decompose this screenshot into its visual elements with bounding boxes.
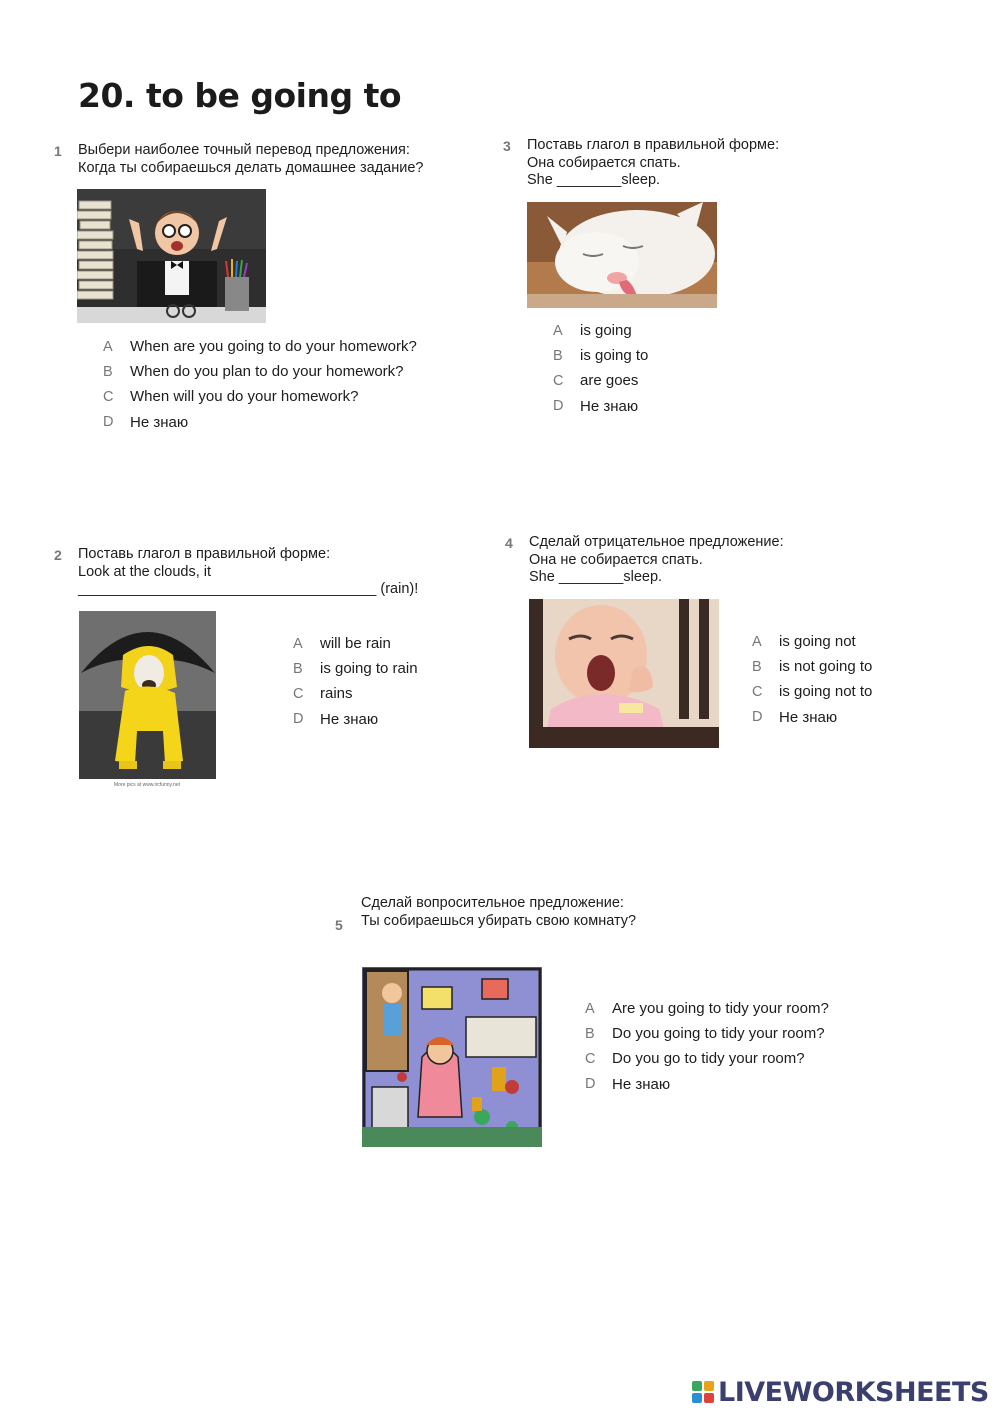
logo-square xyxy=(704,1381,714,1391)
option-text: is going to xyxy=(580,347,649,365)
boy-with-books-image xyxy=(77,189,266,323)
option-text: rains xyxy=(320,685,353,703)
option-letter: D xyxy=(103,414,114,431)
option-a[interactable] xyxy=(293,631,418,656)
option-letter: A xyxy=(553,322,563,339)
question-3-options xyxy=(553,318,648,419)
option-text: is not going to xyxy=(779,658,873,676)
option-text: is going not to xyxy=(779,683,873,701)
image-caption: More pics at www.ircfunny.net xyxy=(113,782,181,788)
option-a[interactable] xyxy=(585,996,829,1021)
option-b[interactable] xyxy=(553,343,648,368)
option-text: Не знаю xyxy=(779,708,838,726)
prompt-line: She ________sleep. xyxy=(529,569,663,585)
prompt-line: Look at the clouds, it xyxy=(78,563,211,580)
option-text: are goes xyxy=(580,372,639,390)
question-4-prompt xyxy=(529,534,784,587)
prompt-line: Сделай отрицательное предложение: xyxy=(529,534,784,550)
option-a[interactable] xyxy=(553,318,648,343)
prompt-line: Она собирается спать. xyxy=(527,154,681,171)
option-text: is going to rain xyxy=(320,660,418,678)
liveworksheets-logo[interactable] xyxy=(692,1373,989,1411)
option-letter: B xyxy=(293,660,303,677)
option-text: will be rain xyxy=(320,635,391,653)
question-5-options xyxy=(585,996,829,1097)
option-b[interactable] xyxy=(585,1021,829,1046)
option-text: Не знаю xyxy=(130,413,189,431)
question-4-options xyxy=(752,629,872,730)
logo-text: LIVEWORKSHEETS xyxy=(718,1376,989,1408)
sleeping-cat-image xyxy=(527,202,717,308)
option-text: Не знаю xyxy=(580,397,639,415)
option-letter: A xyxy=(585,1000,595,1017)
option-b[interactable] xyxy=(103,359,417,384)
option-c[interactable] xyxy=(752,679,872,704)
option-text: When will you do your homework? xyxy=(130,388,359,406)
logo-square xyxy=(704,1393,714,1403)
option-d[interactable] xyxy=(553,394,648,419)
option-letter: B xyxy=(553,347,563,364)
messy-room-image xyxy=(362,967,542,1147)
dog-in-raincoat-image xyxy=(79,611,216,789)
option-text: Are you going to tidy your room? xyxy=(612,1000,829,1018)
prompt-line: _____________________________________ (rain)! xyxy=(78,581,419,597)
option-d[interactable] xyxy=(585,1072,829,1097)
option-a[interactable] xyxy=(752,629,872,654)
option-b[interactable] xyxy=(293,656,418,681)
question-5-number: 5 xyxy=(335,917,343,933)
option-letter: C xyxy=(752,683,763,700)
option-d[interactable] xyxy=(293,707,418,732)
prompt-line: Выбери наиболее точный перевод предложения: xyxy=(78,142,410,158)
option-letter: A xyxy=(103,338,113,355)
question-5-prompt xyxy=(361,895,636,930)
prompt-line: Поставь глагол в правильной форме: xyxy=(527,137,780,153)
question-4-number: 4 xyxy=(505,535,513,551)
question-2-prompt xyxy=(78,546,418,599)
option-letter: D xyxy=(752,709,763,726)
option-c[interactable] xyxy=(585,1046,829,1071)
logo-square xyxy=(692,1381,702,1391)
option-d[interactable] xyxy=(752,705,872,730)
option-letter: A xyxy=(752,633,762,650)
option-text: When do you plan to do your homework? xyxy=(130,363,404,381)
option-text: Do you going to tidy your room? xyxy=(612,1025,825,1043)
option-text: Do you go to tidy your room? xyxy=(612,1050,805,1068)
question-3-prompt xyxy=(527,137,779,190)
option-letter: B xyxy=(585,1025,595,1042)
option-c[interactable] xyxy=(103,384,417,409)
option-a[interactable] xyxy=(103,334,417,359)
option-text: Не знаю xyxy=(320,710,379,728)
logo-square xyxy=(692,1393,702,1403)
question-1-number: 1 xyxy=(54,143,62,159)
prompt-line: She ________sleep. xyxy=(527,172,661,188)
option-letter: C xyxy=(553,372,564,389)
option-letter: D xyxy=(293,711,304,728)
worksheet-title: 20. to be going to xyxy=(78,76,402,115)
question-2-options xyxy=(293,631,418,732)
option-text: When are you going to do your homework? xyxy=(130,338,417,356)
prompt-line: Поставь глагол в правильной форме: xyxy=(78,546,331,562)
option-c[interactable] xyxy=(293,681,418,706)
yawning-baby-image xyxy=(529,599,719,748)
option-letter: C xyxy=(103,388,114,405)
option-letter: B xyxy=(103,363,113,380)
option-letter: D xyxy=(585,1076,596,1093)
question-2-number: 2 xyxy=(54,547,62,563)
option-text: Не знаю xyxy=(612,1075,671,1093)
option-c[interactable] xyxy=(553,368,648,393)
logo-icon xyxy=(692,1381,714,1403)
option-letter: C xyxy=(585,1050,596,1067)
option-letter: A xyxy=(293,635,303,652)
option-d[interactable] xyxy=(103,410,417,435)
option-text: is going not xyxy=(779,633,856,651)
question-1-prompt xyxy=(78,142,424,177)
option-letter: D xyxy=(553,398,564,415)
prompt-line: Она не собирается спать. xyxy=(529,551,703,568)
option-letter: C xyxy=(293,685,304,702)
option-letter: B xyxy=(752,658,762,675)
option-text: is going xyxy=(580,322,632,340)
prompt-line: Когда ты собираешься делать домашнее задание? xyxy=(78,159,424,176)
question-1-options xyxy=(103,334,417,435)
prompt-line: Сделай вопросительное предложение: xyxy=(361,895,624,911)
option-b[interactable] xyxy=(752,654,872,679)
prompt-line: Ты собираешься убирать свою комнату? xyxy=(361,912,637,929)
question-3-number: 3 xyxy=(503,138,511,154)
